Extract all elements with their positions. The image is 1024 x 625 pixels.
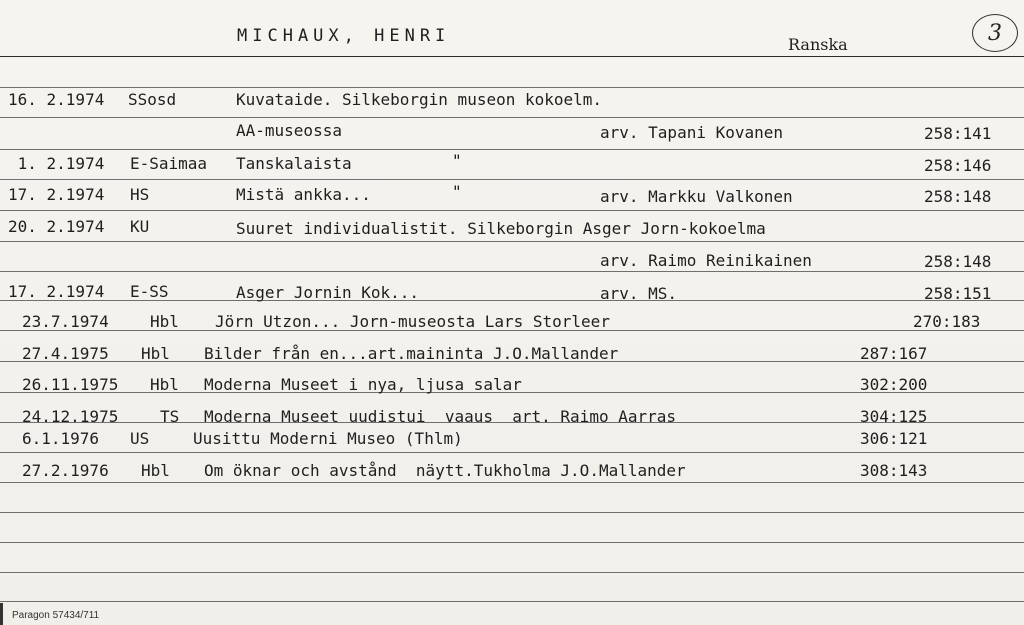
- entry-title: Jörn Utzon... Jorn-museosta Lars Storleer: [215, 312, 610, 331]
- entry-title: Om öknar och avstånd näytt.Tukholma J.O.Mallander: [204, 461, 686, 480]
- rule: [0, 179, 1024, 180]
- rule: [0, 210, 1024, 211]
- rule: [0, 149, 1024, 150]
- entry-source: TS: [160, 407, 180, 426]
- rule: [0, 117, 1024, 118]
- rule: [0, 482, 1024, 483]
- entry-title: AA-museossa: [236, 121, 342, 140]
- rule: [0, 542, 1024, 543]
- entry-ref: 258:146: [924, 156, 992, 175]
- print-code: Paragon 57434/711: [12, 610, 100, 621]
- entry-source: E-SS: [130, 282, 169, 301]
- entry-reviewer: arv. MS.: [600, 284, 678, 303]
- entry-source: Hbl: [141, 461, 170, 480]
- entry-source: KU: [130, 217, 150, 236]
- entry-source: US: [130, 429, 150, 448]
- entry-title: Uusittu Moderni Museo (Thlm): [193, 429, 463, 448]
- entry-date: 27.4.1975: [22, 344, 109, 363]
- entry-ref: 258:141: [924, 124, 992, 143]
- entry-source: Hbl: [141, 344, 170, 363]
- entry-ref: 258:148: [924, 187, 992, 206]
- ditto-mark: ": [452, 182, 462, 201]
- entry-source: Hbl: [150, 312, 179, 331]
- card-country: Ranska: [788, 35, 848, 54]
- rule: [0, 452, 1024, 453]
- entry-ref: 304:125: [860, 407, 928, 426]
- entry-date: 26.11.1975: [22, 375, 119, 394]
- entry-date: 6.1.1976: [22, 429, 100, 448]
- ditto-mark: ": [452, 151, 462, 170]
- entry-source: HS: [130, 185, 150, 204]
- entry-title: Mistä ankka...: [236, 185, 371, 204]
- rule: [0, 601, 1024, 602]
- entry-title: Tanskalaista: [236, 154, 352, 173]
- rule: [0, 241, 1024, 242]
- entry-reviewer: arv. Raimo Reinikainen: [600, 251, 812, 270]
- entry-ref: 308:143: [860, 461, 928, 480]
- entry-reviewer: arv. Markku Valkonen: [600, 187, 793, 206]
- entry-ref: 302:200: [860, 375, 928, 394]
- entry-date: 17. 2.1974: [8, 185, 105, 204]
- entry-source: SSosd: [128, 90, 177, 109]
- entry-ref: 287:167: [860, 344, 928, 363]
- entry-date: 23.7.1974: [22, 312, 109, 331]
- entry-reviewer: arv. Tapani Kovanen: [600, 123, 784, 142]
- card-number-circle: [972, 14, 1018, 52]
- rule: [0, 87, 1024, 88]
- entry-ref: 270:183: [913, 312, 981, 331]
- header-rule: [0, 56, 1024, 57]
- rule: [0, 572, 1024, 573]
- entry-title: Moderna Museet uudistui vaaus art. Raimo Aarras: [204, 407, 677, 426]
- entry-title: Kuvataide. Silkeborgin museon kokoelm.: [236, 90, 603, 109]
- entry-date: 17. 2.1974: [8, 282, 105, 301]
- footer-edge-mark: [0, 603, 3, 625]
- entry-date: 24.12.1975: [22, 407, 119, 426]
- entry-title: Asger Jornin Kok...: [236, 283, 420, 302]
- entry-ref: 306:121: [860, 429, 928, 448]
- rule: [0, 512, 1024, 513]
- entry-title: Moderna Museet i nya, ljusa salar: [204, 375, 522, 394]
- entry-title: Suuret individualistit. Silkeborgin Asger Jorn-kokoelma: [236, 219, 766, 238]
- entry-date: 20. 2.1974: [8, 217, 105, 236]
- entry-date: 27.2.1976: [22, 461, 109, 480]
- card-name: MICHAUX, HENRI: [237, 26, 451, 46]
- entry-date: 16. 2.1974: [8, 90, 105, 109]
- entry-source: E-Saimaa: [130, 154, 208, 173]
- entry-title: Bilder från en...art.maininta J.O.Mallander: [204, 344, 619, 363]
- card-number: 3: [988, 20, 1002, 46]
- rule: [0, 271, 1024, 272]
- entry-ref: 258:151: [924, 284, 992, 303]
- entry-date: 1. 2.1974: [8, 154, 105, 173]
- entry-ref: 258:148: [924, 252, 992, 271]
- entry-source: Hbl: [150, 375, 179, 394]
